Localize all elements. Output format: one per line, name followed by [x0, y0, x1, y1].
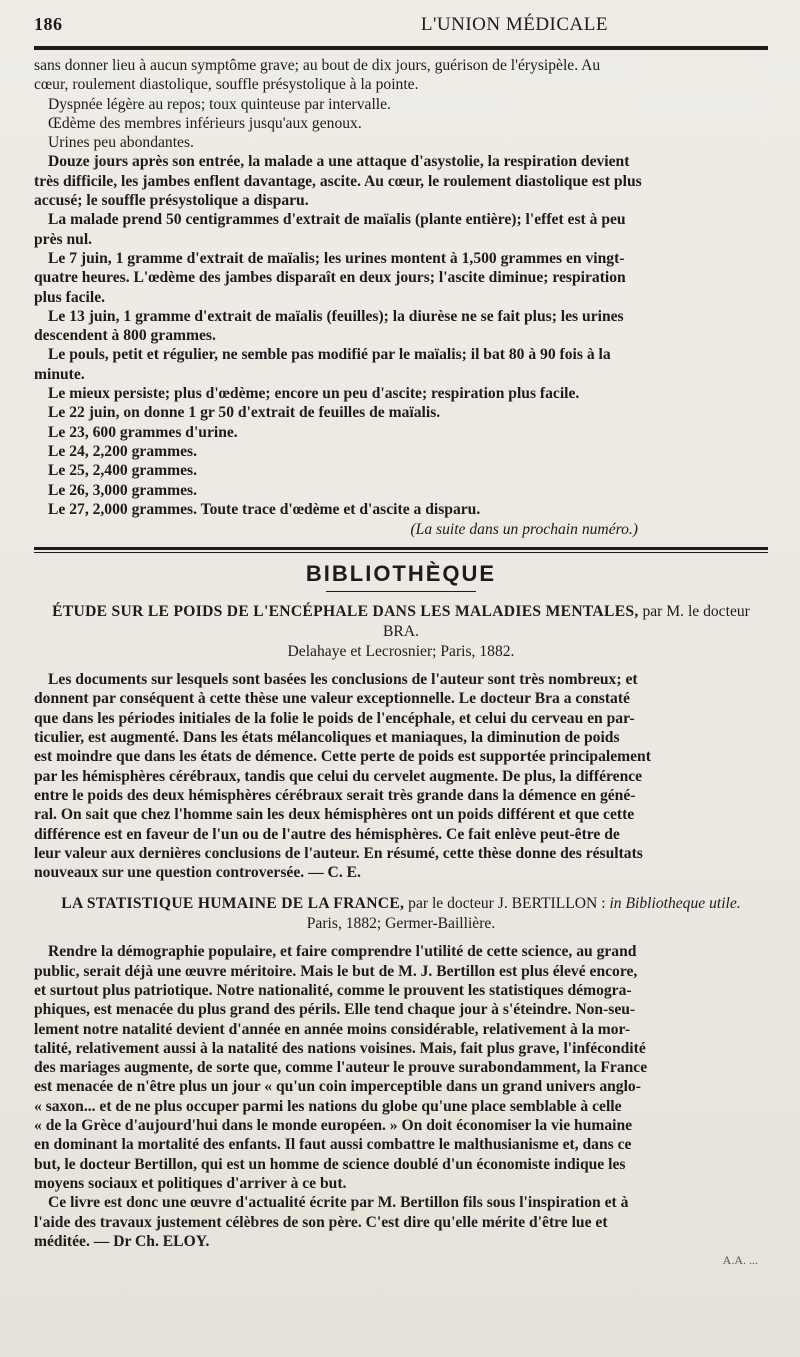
review-series: in Bibliotheque utile.: [609, 895, 741, 913]
continued-note: (La suite dans un prochain numéro.): [410, 521, 638, 539]
review-line: donnent par conséquent à cette thèse une valeur exceptionnelle. Le docteur Bra a constaté: [34, 690, 630, 708]
review-line: talité, relativement aussi à la natalité des nations voisines. Mais, fait plus grave, l'infécondité: [34, 1039, 646, 1057]
case-line: Œdème des membres inférieurs jusqu'aux genoux.: [48, 114, 362, 132]
case-line: Le pouls, petit et régulier, ne semble pas modifié par le maïalis; il bat 80 à 90 fois à la: [48, 346, 611, 364]
section-divider: [34, 547, 768, 553]
case-line: Le 22 juin, on donne 1 gr 50 d'extrait de feuilles de maïalis.: [48, 404, 441, 422]
review-heading: [34, 602, 768, 662]
review-publisher: Delahaye et Lecrosnier; Paris, 1882.: [287, 643, 515, 661]
case-report: [34, 56, 768, 541]
review-line: est moindre que dans les états de démence. Cette perte de poids est supportée principalement: [34, 748, 651, 766]
case-line: La malade prend 50 centigrammes d'extrait de maïalis (plante entière); l'effet est à peu: [48, 211, 626, 229]
review-line: phiques, est menacée du plus grand des périls. Elle tend chaque jour à s'éteindre. Non-seu-: [34, 1001, 636, 1019]
case-line: Dyspnée légère au repos; toux quinteuse par intervalle.: [48, 95, 391, 113]
review-line: que dans les périodes initiales de la folie le poids de l'encéphale, et celui du cerveau en par-: [34, 709, 635, 727]
review-publisher: Paris, 1882; Germer-Baillière.: [306, 915, 496, 933]
case-line: quatre heures. L'œdème des jambes disparaît en deux jours; l'ascite diminue; respiration: [34, 269, 626, 287]
review-title: LA STATISTIQUE HUMAINE DE LA FRANCE,: [61, 895, 405, 913]
page-header: [34, 14, 768, 36]
case-line: Le 23, 600 grammes d'urine.: [48, 423, 238, 441]
review-line: par les hémisphères cérébraux, tandis que celui du cervelet augmente. De plus, la différence: [34, 767, 643, 785]
review-line: est menacée de n'être plus un jour « qu'un coin imperceptible dans un grand univers anglo-: [34, 1078, 641, 1096]
review-heading: [34, 894, 768, 934]
case-line: Le 27, 2,000 grammes. Toute trace d'œdème et d'ascite a disparu.: [48, 500, 481, 518]
review-line: en dominant la mortalité des enfants. Il faut aussi combattre le malthusianisme et, dans ce: [34, 1136, 632, 1154]
review-line: moyens sociaux et politiques d'arriver à ce but.: [34, 1174, 347, 1192]
case-line: Le 13 juin, 1 gramme d'extrait de maïalis (feuilles); la diurèse ne se fait plus; les urines: [48, 307, 624, 325]
review-line: l'aide des travaux justement célèbres de son père. C'est dire qu'elle mérite d'être lue et: [34, 1213, 608, 1231]
case-line: cœur, roulement diastolique, souffle présystolique à la pointe.: [34, 76, 419, 94]
case-line: minute.: [34, 365, 85, 383]
case-line: Urines peu abondantes.: [48, 134, 194, 152]
review-line: entre le poids des deux hémisphères cérébraux serait très grande dans la démence en géné-: [34, 786, 636, 804]
review-line: public, serait déjà une œuvre méritoire. Mais le but de M. J. Bertillon est plus élevé encore,: [34, 962, 638, 980]
case-line: Le 26, 3,000 grammes.: [48, 481, 197, 499]
review-title: ÉTUDE SUR LE POIDS DE L'ENCÉPHALE DANS LES MALADIES MENTALES,: [52, 603, 639, 621]
page-number: 186: [34, 14, 63, 34]
review-line: leur valeur aux dernières conclusions de l'auteur. En résumé, cette thèse donne des résultats: [34, 844, 643, 862]
review-line: Les documents sur lesquels sont basées les conclusions de l'auteur sont très nombreux; et: [48, 671, 638, 689]
review-line: but, le docteur Bertillon, qui est un homme de science doublé d'un économiste indique les: [34, 1155, 626, 1173]
review-author: par M. le docteur BRA.: [383, 603, 750, 641]
case-line: Le mieux persiste; plus d'œdème; encore un peu d'ascite; respiration plus facile.: [48, 385, 580, 403]
case-line: accusé; le souffle présystolique a disparu.: [34, 192, 309, 210]
title-underline: [326, 591, 476, 592]
footer-mark: A.A. ...: [722, 1253, 758, 1268]
review-line: méditée. — Dr Ch. ELOY.: [34, 1232, 210, 1250]
review-author: par le docteur J. BERTILLON :: [408, 895, 606, 913]
review-line: « de la Grèce d'aujourd'hui dans le monde européen. » On doit économiser la vie humaine: [34, 1117, 633, 1135]
review-line: différence est en faveur de l'un ou de l'autre des hémisphères. Ce fait enlève peut-être de: [34, 825, 620, 843]
review-line: et surtout plus patriotique. Notre nationalité, comme le prouvent les statistiques démogra-: [34, 981, 632, 999]
review-bra: [34, 602, 768, 882]
review-line: ral. On sait que chez l'homme sain les deux hémisphères ont un poids différent et que cette: [34, 806, 635, 824]
case-line: Le 24, 2,200 grammes.: [48, 442, 197, 460]
review-line: lement notre natalité devient d'année en année moins considérable, relativement à la mor-: [34, 1020, 631, 1038]
review-line: Ce livre est donc une œuvre d'actualité écrite par M. Bertillon fils sous l'inspiration et à: [48, 1194, 629, 1212]
section-title: BIBLIOTHÈQUE: [305, 561, 497, 587]
review-line: ticulier, est augmenté. Dans les états mélancoliques et maniaques, la diminution de poids: [34, 729, 620, 747]
case-line: Le 25, 2,400 grammes.: [48, 462, 197, 480]
case-line: plus facile.: [34, 288, 106, 306]
review-line: nouveaux sur une question controversée. — C. E.: [34, 864, 361, 882]
review-line: des mariages augmente, de sorte que, comme l'auteur le prouve surabondamment, la France: [34, 1059, 648, 1077]
case-line: Le 7 juin, 1 gramme d'extrait de maïalis; les urines montent à 1,500 grammes en vingt-: [48, 249, 625, 267]
review-bertillon: [34, 894, 768, 1251]
review-line: « saxon... et de ne plus occuper parmi les nations du globe qu'une place semblable à celle: [34, 1097, 622, 1115]
case-line: descendent à 800 grammes.: [34, 327, 216, 345]
header-rule: [34, 46, 768, 50]
case-line: Douze jours après son entrée, la malade a une attaque d'asystolie, la respiration devient: [48, 153, 630, 171]
journal-title: L'UNION MÉDICALE: [420, 14, 608, 35]
case-line: très difficile, les jambes enflent davantage, ascite. Au cœur, le roulement diastolique est plus: [34, 172, 642, 190]
case-line: sans donner lieu à aucun symptôme grave; au bout de dix jours, guérison de l'érysipèle. Au: [34, 57, 601, 74]
case-line: près nul.: [34, 230, 93, 248]
review-line: Rendre la démographie populaire, et faire comprendre l'utilité de cette science, au grand: [48, 943, 637, 961]
